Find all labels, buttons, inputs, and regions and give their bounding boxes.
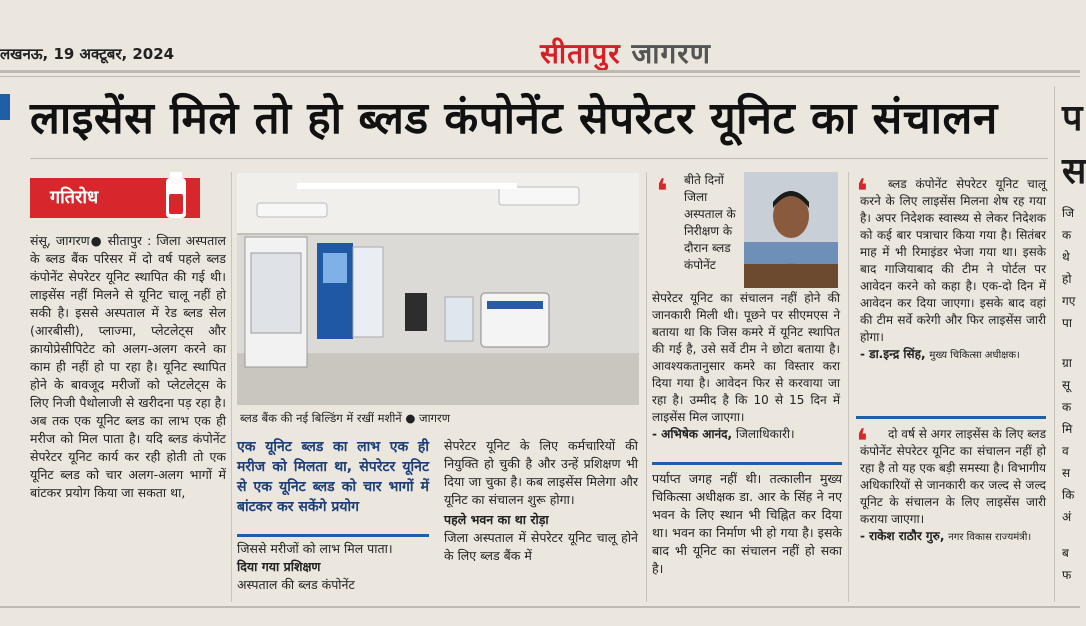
article-column-2 <box>237 540 429 594</box>
edge-fragment: प <box>1062 98 1083 139</box>
subhead-building: पहले भवन का था रोड़ा <box>444 512 549 527</box>
quote-1-role: जिलाधिकारी। <box>735 427 795 441</box>
masthead <box>540 34 711 72</box>
quote-mark-icon: ❛ <box>856 422 868 462</box>
quote-1-lead: बीते दिनों जिला अस्पताल के निरीक्षण के दौरान ब्लड कंपोनेंट <box>684 173 736 272</box>
masthead-paper: जागरण <box>631 37 711 70</box>
column-3-tail: जिला अस्पताल में सेपरेटर यूनिट चालू होने के लिए ब्लड बैंक में <box>444 530 638 563</box>
quote-1-attribution: - अभिषेक आनंद, <box>652 427 733 441</box>
official-portrait-image <box>744 172 838 288</box>
edge-fragment: क <box>1062 228 1072 242</box>
edge-fragment: स <box>1062 151 1086 192</box>
quote-2-body <box>860 176 1046 364</box>
blood-bottle-icon <box>160 172 192 222</box>
article-column-3 <box>444 437 638 565</box>
masthead-city: सीतापुर <box>540 37 621 70</box>
quote-3-role: नगर विकास राज्यमंत्री। <box>948 532 1032 543</box>
headline: लाइसेंस मिले तो हो ब्लड कंपोनेंट सेपरेटर यूनिट का संचालन <box>30 93 998 144</box>
edge-fragment: हो <box>1062 272 1072 286</box>
edge-fragment: जि <box>1062 206 1075 220</box>
photo-blood-bank <box>237 173 639 405</box>
edge-fragment: ब <box>1062 546 1069 560</box>
column-2-tail: अस्पताल की ब्लड कंपोनेंट <box>237 577 355 592</box>
edge-fragment: गए <box>1062 294 1076 308</box>
tag-text: गतिरोध <box>50 187 99 208</box>
article-column-1: संसू, जागरण● सीतापुर : जिला अस्पताल के ब्लड बैंक परिसर में दो वर्ष पहले ब्लड कंपोनेंट सेपरेटर यूनिट स्थापित की गई थी। लाइसेंस नहीं मिलने से यूनिट चालू नहीं हो सकी है। इससे अस्पताल में रेड ब्लड सेल (आरबीसी), प्लाज्मा, प्लेटलेट्स और क्रायोप्रेसीपिटेट को अलग-अलग करने का काम ही नहीं हो पा रहा है। यूनिट स्थापित होने के बावजूद मरीजों को प्लेटलेट्स के लिए निजी पैथोलाजी से खरीदना पड़ रहा है। अब तक एक यूनिट ब्लड का लाभ एक ही मरीज को मिल पाता है। यदि ब्लड कंपोनेंट सेपरेटर यूनिट कार्य कर रही होती तो एक यूनिट ब्लड को चार अलग-अलग भागों में बांटकर प्रयोग किया जा सकता था, <box>30 233 226 500</box>
edge-fragment: स <box>1062 466 1071 480</box>
column-separator <box>1054 86 1055 602</box>
quote-2-attribution: - डा.इन्द्र सिंह, <box>860 347 926 361</box>
section-marker <box>0 94 10 120</box>
top-rule <box>0 70 1080 73</box>
edge-fragment: सू <box>1062 378 1071 392</box>
quote-3-body <box>860 426 1046 546</box>
official-photo <box>744 172 838 288</box>
edge-fragment: ग्रा <box>1062 356 1072 370</box>
photo-caption: ब्लड बैंक की नई बिल्डिंग में रखीं मशीनें ● जागरण <box>240 411 451 425</box>
article-column-4: पर्याप्त जगह नहीं थी। तत्कालीन मुख्य चिकित्सा अधीक्षक डा. आर के सिंह ने नए भवन के लिए स्थान भी चिह्नित कर दिया था। भवन का निर्माण भी हो गया है। इसके बाद भी यूनिट का संचालन नहीं हो सका है। <box>652 471 842 576</box>
column-separator <box>848 172 849 602</box>
edge-fragment: अं <box>1062 510 1072 524</box>
dateline: लखनऊ, 19 अक्टूबर, 2024 <box>0 45 175 63</box>
quote-2-rule <box>856 416 1046 419</box>
quote-1-rule <box>652 462 842 465</box>
adjacent-article-edge <box>1062 96 1086 586</box>
edge-fragment: फ <box>1062 568 1072 582</box>
tag-label <box>30 178 200 218</box>
quote-mark-icon: ❛ <box>656 172 668 212</box>
subhead-training: दिया गया प्रशिक्षण <box>237 559 321 574</box>
edge-fragment: क <box>1062 400 1072 414</box>
quote-3-text: दो वर्ष से अगर लाइसेंस के लिए ब्लड कंपोनेंट सेपरेटर यूनिट का संचालन नहीं हो रहा है तो यह एक बड़ी समस्या है। विभागीय अधिकारियों से जानकारी कर जल्द से जल्द यूनिट के संचालन के लिए लाइसेंस जारी कराया जाएगा। <box>860 427 1046 526</box>
column-separator <box>646 172 647 602</box>
edge-fragment: थे <box>1062 250 1070 264</box>
top-rule-thin <box>0 76 1080 77</box>
photo-machines-image <box>237 173 639 405</box>
headline-rule <box>30 158 1048 159</box>
quote-1-text: सेपरेटर यूनिट का संचालन नहीं होने की जानकारी मिली थी। पूछने पर सीएमएस ने बताया था कि जिस कमरे में यूनिट स्थापित की गई है, उसे सर्वे टीम ने छोटा बताया है। आवश्यकतानुसार कमरे का विस्तार करा दिया गया है। आवेदन फिर से करवाया जा रहा है। उम्मीद है कि 10 से 15 दिन में लाइसेंस मिल जाएगा। <box>652 291 840 424</box>
pull-quote-rule <box>237 534 429 537</box>
edge-fragment: व <box>1062 444 1069 458</box>
quote-2-text: ब्लड कंपोनेंट सेपरेटर यूनिट चालू करने के लिए लाइसेंस मिलना शेष रह गया है। अपर निदेशक स्वास्थ्य से लेकर निदेशक को कई बार पत्राचार किया गया है। सितंबर माह में भी रिमाइंडर भेजा गया था। इसके बाद गाजियाबाद की टीम ने पोर्टल पर आवेदन करने को कहा है। एक-दो दिन में आवेदन कर दिया जाएगा। इसके बाद वहां की टीम सर्वे करेगी और फिर लाइसेंस जारी होगा। <box>860 177 1046 344</box>
column-2-text: जिससे मरीजों को लाभ मिल पाता। <box>237 541 393 556</box>
quote-2-role: मुख्य चिकित्सा अधीक्षक। <box>929 350 1020 361</box>
edge-fragment: पा <box>1062 316 1072 330</box>
edge-fragment: मि <box>1062 422 1073 436</box>
bottom-rule <box>0 606 1080 608</box>
quote-mark-icon: ❛ <box>856 172 868 212</box>
edge-fragment: कि <box>1062 488 1075 502</box>
column-3-text: सेपरेटर यूनिट के लिए कर्मचारियों की नियुक्ति हो चुकी है और उन्हें प्रशिक्षण भी दिया जा चुका है। कब लाइसेंस मिलेगा और यूनिट का संचालन शुरू होगा। <box>444 438 638 507</box>
column-separator <box>231 172 232 602</box>
quote-3-attribution: - राकेश राठौर गुरु, <box>860 529 945 543</box>
pull-quote: एक यूनिट ब्लड का लाभ एक ही मरीज को मिलता था, सेपरेटर यूनिट से एक यूनिट ब्लड को चार भागों में बांटकर कर सकेंगे प्रयोग <box>237 439 429 515</box>
quote-1-body <box>652 290 840 443</box>
